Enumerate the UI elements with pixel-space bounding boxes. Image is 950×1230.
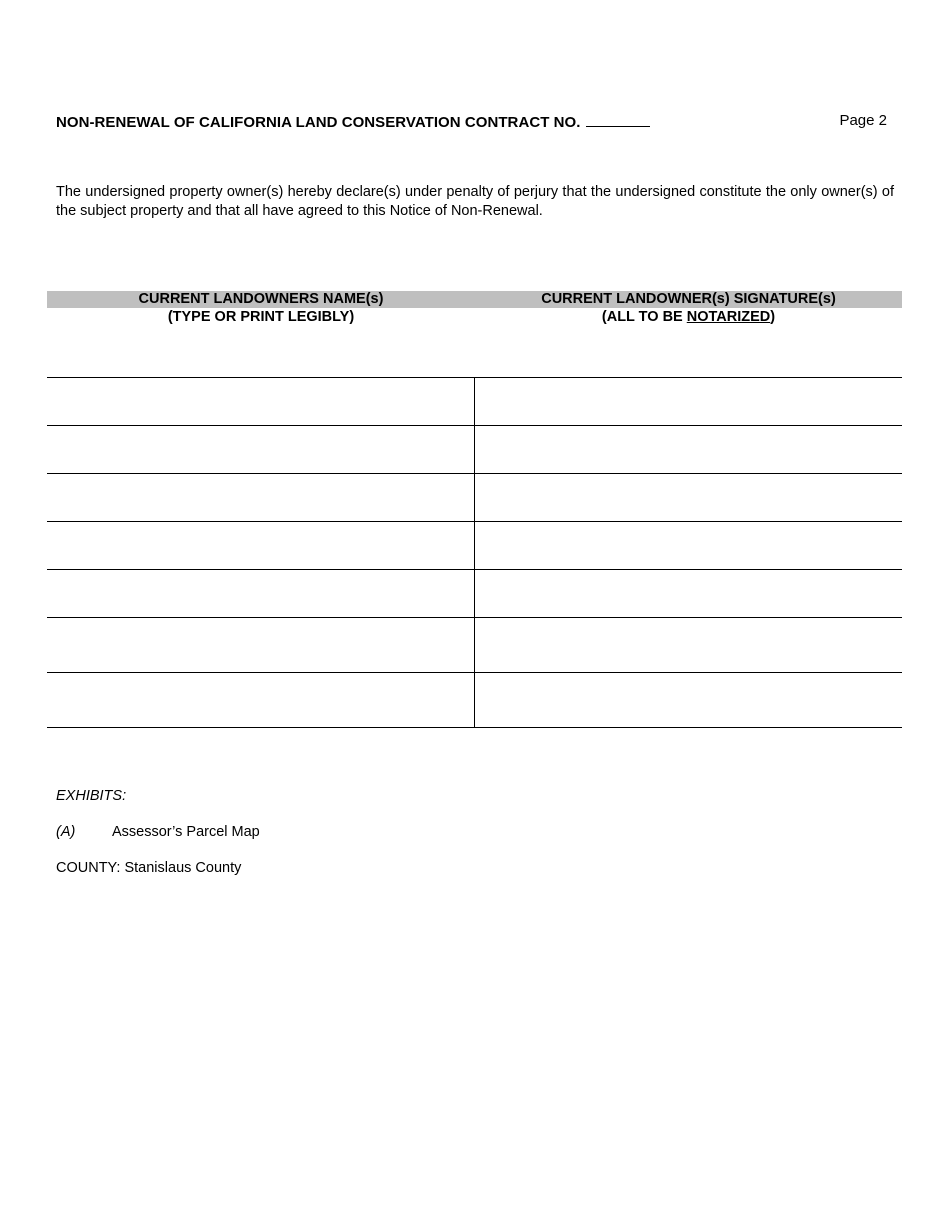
contract-number-field[interactable] (586, 112, 650, 127)
landowner-signature-cell[interactable] (475, 570, 903, 618)
landowner-signature-cell[interactable] (475, 673, 903, 728)
landowner-signature-column-header (475, 290, 902, 326)
page-number: Page 2 (839, 112, 887, 129)
landowner-name-column-header (47, 290, 475, 326)
landowner-signature-cell[interactable] (475, 474, 903, 522)
name-header-line2: (TYPE OR PRINT LEGIBLY) (167, 309, 355, 325)
table-row (47, 522, 902, 570)
exhibit-item (56, 824, 260, 840)
table-row (47, 378, 902, 426)
landowner-name-cell[interactable] (47, 522, 475, 570)
landowner-name-cell[interactable] (47, 426, 475, 474)
county-line: COUNTY: Stanislaus County (56, 860, 242, 876)
exhibit-letter: (A) (56, 824, 76, 840)
landowner-name-cell[interactable] (47, 673, 475, 728)
title-text: NON-RENEWAL OF CALIFORNIA LAND CONSERVATION CONTRACT NO. (56, 114, 581, 131)
landowner-signature-table (47, 377, 902, 728)
notarized-prefix: (ALL TO BE (601, 309, 687, 325)
declaration-paragraph: The undersigned property owner(s) hereby declare(s) under penalty of perjury that the undersigned constitute the only owner(s) of the subject property and that all have agreed to this Notice of Non-Renewal. (56, 184, 894, 219)
signature-header-line2 (475, 308, 902, 326)
exhibit-label: Assessor’s Parcel Map (112, 824, 260, 840)
landowner-name-cell[interactable] (47, 570, 475, 618)
landowner-name-cell[interactable] (47, 378, 475, 426)
landowner-signature-cell[interactable] (475, 618, 903, 673)
notarized-underlined: NOTARIZED (686, 309, 771, 325)
table-row (47, 474, 902, 522)
table-row (47, 426, 902, 474)
document-title (56, 112, 650, 131)
table-row (47, 673, 902, 728)
landowner-signature-cell[interactable] (475, 378, 903, 426)
landowner-signature-cell[interactable] (475, 426, 903, 474)
exhibits-heading: EXHIBITS: (56, 788, 127, 804)
table-row (47, 618, 902, 673)
landowner-name-cell[interactable] (47, 474, 475, 522)
signature-header-line1: CURRENT LANDOWNER(s) SIGNATURE(s) (541, 291, 836, 307)
name-header-line1: CURRENT LANDOWNERS NAME(s) (138, 291, 384, 307)
notarized-suffix: ) (770, 309, 776, 325)
landowner-signature-cell[interactable] (475, 522, 903, 570)
landowner-name-cell[interactable] (47, 618, 475, 673)
table-row (47, 570, 902, 618)
